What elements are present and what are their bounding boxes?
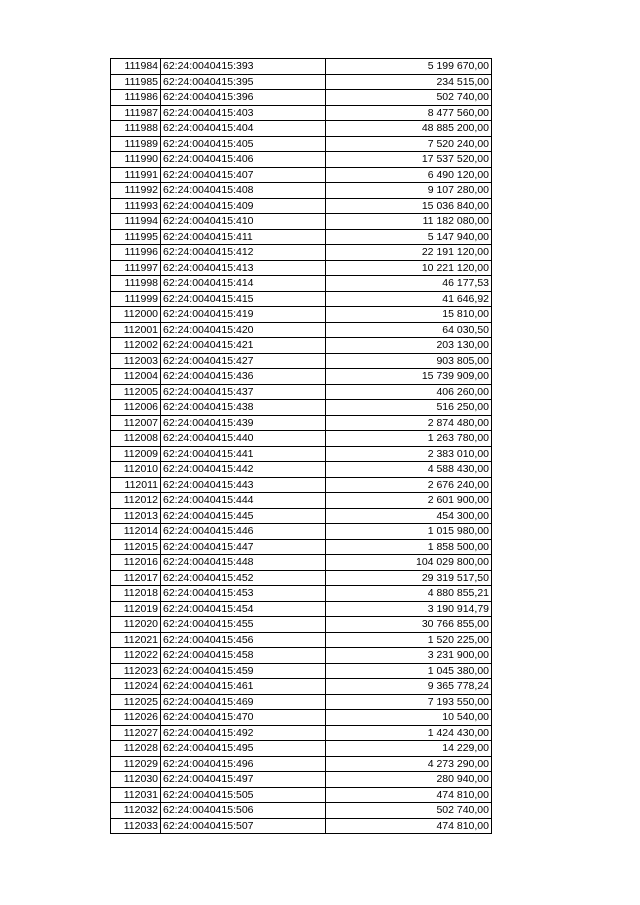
table-row: [111, 787, 492, 803]
cadastral-value-table: [110, 58, 492, 834]
table-row: [111, 152, 492, 168]
cadastral-number-cell: 62:24:0040415:403: [161, 105, 326, 121]
row-number-cell: 111985: [111, 74, 161, 90]
cadastral-number-cell: 62:24:0040415:505: [161, 787, 326, 803]
row-number-cell: 111987: [111, 105, 161, 121]
cadastral-value-cell: 48 885 200,00: [326, 121, 492, 137]
cadastral-number-cell: 62:24:0040415:469: [161, 694, 326, 710]
cadastral-value-cell: 2 676 240,00: [326, 477, 492, 493]
table-row: [111, 90, 492, 106]
row-number-cell: 112026: [111, 710, 161, 726]
table-row: [111, 803, 492, 819]
cadastral-value-cell: 516 250,00: [326, 400, 492, 416]
table-body: [111, 59, 492, 834]
cadastral-value-cell: 502 740,00: [326, 90, 492, 106]
row-number-cell: 112020: [111, 617, 161, 633]
row-number-cell: 112021: [111, 632, 161, 648]
cadastral-value-cell: 5 147 940,00: [326, 229, 492, 245]
table-row: [111, 772, 492, 788]
table-row: [111, 229, 492, 245]
cadastral-value-cell: 9 365 778,24: [326, 679, 492, 695]
cadastral-number-cell: 62:24:0040415:496: [161, 756, 326, 772]
table-row: [111, 539, 492, 555]
row-number-cell: 112005: [111, 384, 161, 400]
row-number-cell: 112011: [111, 477, 161, 493]
row-number-cell: 112012: [111, 493, 161, 509]
row-number-cell: 111988: [111, 121, 161, 137]
cadastral-value-cell: 64 030,50: [326, 322, 492, 338]
cadastral-value-cell: 8 477 560,00: [326, 105, 492, 121]
cadastral-number-cell: 62:24:0040415:470: [161, 710, 326, 726]
cadastral-value-cell: 1 045 380,00: [326, 663, 492, 679]
table-row: [111, 679, 492, 695]
table-row: [111, 508, 492, 524]
cadastral-value-cell: 10 221 120,00: [326, 260, 492, 276]
cadastral-value-cell: 1 424 430,00: [326, 725, 492, 741]
cadastral-number-cell: 62:24:0040415:447: [161, 539, 326, 555]
cadastral-number-cell: 62:24:0040415:407: [161, 167, 326, 183]
cadastral-value-cell: 15 036 840,00: [326, 198, 492, 214]
table-row: [111, 105, 492, 121]
cadastral-number-cell: 62:24:0040415:414: [161, 276, 326, 292]
cadastral-value-cell: 3 190 914,79: [326, 601, 492, 617]
table-row: [111, 59, 492, 75]
cadastral-number-cell: 62:24:0040415:415: [161, 291, 326, 307]
cadastral-number-cell: 62:24:0040415:395: [161, 74, 326, 90]
table-row: [111, 632, 492, 648]
table-row: [111, 818, 492, 834]
row-number-cell: 112025: [111, 694, 161, 710]
table-row: [111, 446, 492, 462]
cadastral-number-cell: 62:24:0040415:436: [161, 369, 326, 385]
row-number-cell: 112008: [111, 431, 161, 447]
cadastral-number-cell: 62:24:0040415:440: [161, 431, 326, 447]
cadastral-number-cell: 62:24:0040415:411: [161, 229, 326, 245]
cadastral-value-cell: 30 766 855,00: [326, 617, 492, 633]
table-row: [111, 322, 492, 338]
cadastral-number-cell: 62:24:0040415:444: [161, 493, 326, 509]
table-row: [111, 431, 492, 447]
row-number-cell: 111993: [111, 198, 161, 214]
row-number-cell: 111989: [111, 136, 161, 152]
cadastral-value-cell: 2 383 010,00: [326, 446, 492, 462]
row-number-cell: 111991: [111, 167, 161, 183]
cadastral-number-cell: 62:24:0040415:396: [161, 90, 326, 106]
row-number-cell: 112028: [111, 741, 161, 757]
cadastral-value-cell: 4 273 290,00: [326, 756, 492, 772]
cadastral-number-cell: 62:24:0040415:443: [161, 477, 326, 493]
table-row: [111, 524, 492, 540]
table-row: [111, 725, 492, 741]
table-row: [111, 74, 492, 90]
cadastral-value-cell: 2 601 900,00: [326, 493, 492, 509]
row-number-cell: 111995: [111, 229, 161, 245]
row-number-cell: 111999: [111, 291, 161, 307]
cadastral-value-cell: 14 229,00: [326, 741, 492, 757]
cadastral-number-cell: 62:24:0040415:455: [161, 617, 326, 633]
cadastral-value-cell: 104 029 800,00: [326, 555, 492, 571]
table-row: [111, 121, 492, 137]
table-row: [111, 601, 492, 617]
table-row: [111, 756, 492, 772]
cadastral-value-cell: 502 740,00: [326, 803, 492, 819]
cadastral-value-cell: 1 015 980,00: [326, 524, 492, 540]
cadastral-value-cell: 474 810,00: [326, 818, 492, 834]
cadastral-value-cell: 280 940,00: [326, 772, 492, 788]
cadastral-number-cell: 62:24:0040415:408: [161, 183, 326, 199]
cadastral-number-cell: 62:24:0040415:427: [161, 353, 326, 369]
table-row: [111, 493, 492, 509]
cadastral-value-cell: 4 880 855,21: [326, 586, 492, 602]
cadastral-number-cell: 62:24:0040415:459: [161, 663, 326, 679]
cadastral-number-cell: 62:24:0040415:439: [161, 415, 326, 431]
table-row: [111, 710, 492, 726]
cadastral-number-cell: 62:24:0040415:456: [161, 632, 326, 648]
cadastral-value-cell: 9 107 280,00: [326, 183, 492, 199]
row-number-cell: 112007: [111, 415, 161, 431]
cadastral-number-cell: 62:24:0040415:495: [161, 741, 326, 757]
row-number-cell: 111997: [111, 260, 161, 276]
table-row: [111, 276, 492, 292]
cadastral-number-cell: 62:24:0040415:507: [161, 818, 326, 834]
table-row: [111, 415, 492, 431]
table-row: [111, 245, 492, 261]
row-number-cell: 112017: [111, 570, 161, 586]
cadastral-number-cell: 62:24:0040415:497: [161, 772, 326, 788]
row-number-cell: 112014: [111, 524, 161, 540]
table-row: [111, 741, 492, 757]
table-row: [111, 384, 492, 400]
row-number-cell: 112003: [111, 353, 161, 369]
table-row: [111, 462, 492, 478]
cadastral-value-cell: 15 810,00: [326, 307, 492, 323]
row-number-cell: 112024: [111, 679, 161, 695]
row-number-cell: 112022: [111, 648, 161, 664]
row-number-cell: 111992: [111, 183, 161, 199]
cadastral-value-cell: 22 191 120,00: [326, 245, 492, 261]
cadastral-value-cell: 474 810,00: [326, 787, 492, 803]
cadastral-number-cell: 62:24:0040415:412: [161, 245, 326, 261]
row-number-cell: 112001: [111, 322, 161, 338]
table-row: [111, 214, 492, 230]
table-row: [111, 291, 492, 307]
cadastral-value-cell: 15 739 909,00: [326, 369, 492, 385]
cadastral-value-cell: 17 537 520,00: [326, 152, 492, 168]
cadastral-number-cell: 62:24:0040415:448: [161, 555, 326, 571]
table-row: [111, 198, 492, 214]
row-number-cell: 112010: [111, 462, 161, 478]
row-number-cell: 112033: [111, 818, 161, 834]
cadastral-number-cell: 62:24:0040415:406: [161, 152, 326, 168]
table-row: [111, 477, 492, 493]
table-row: [111, 353, 492, 369]
cadastral-value-cell: 11 182 080,00: [326, 214, 492, 230]
row-number-cell: 111994: [111, 214, 161, 230]
row-number-cell: 112015: [111, 539, 161, 555]
cadastral-value-cell: 3 231 900,00: [326, 648, 492, 664]
table-row: [111, 617, 492, 633]
cadastral-value-cell: 6 490 120,00: [326, 167, 492, 183]
row-number-cell: 112006: [111, 400, 161, 416]
cadastral-value-cell: 234 515,00: [326, 74, 492, 90]
cadastral-value-cell: 203 130,00: [326, 338, 492, 354]
cadastral-value-cell: 903 805,00: [326, 353, 492, 369]
cadastral-number-cell: 62:24:0040415:393: [161, 59, 326, 75]
row-number-cell: 111986: [111, 90, 161, 106]
cadastral-number-cell: 62:24:0040415:437: [161, 384, 326, 400]
cadastral-value-cell: 7 520 240,00: [326, 136, 492, 152]
row-number-cell: 112002: [111, 338, 161, 354]
row-number-cell: 112023: [111, 663, 161, 679]
table-row: [111, 648, 492, 664]
row-number-cell: 112000: [111, 307, 161, 323]
row-number-cell: 112004: [111, 369, 161, 385]
cadastral-number-cell: 62:24:0040415:419: [161, 307, 326, 323]
row-number-cell: 112009: [111, 446, 161, 462]
cadastral-number-cell: 62:24:0040415:420: [161, 322, 326, 338]
row-number-cell: 112031: [111, 787, 161, 803]
cadastral-number-cell: 62:24:0040415:492: [161, 725, 326, 741]
row-number-cell: 112019: [111, 601, 161, 617]
cadastral-number-cell: 62:24:0040415:441: [161, 446, 326, 462]
row-number-cell: 112013: [111, 508, 161, 524]
cadastral-number-cell: 62:24:0040415:453: [161, 586, 326, 602]
cadastral-number-cell: 62:24:0040415:409: [161, 198, 326, 214]
cadastral-number-cell: 62:24:0040415:413: [161, 260, 326, 276]
row-number-cell: 111990: [111, 152, 161, 168]
cadastral-value-cell: 41 646,92: [326, 291, 492, 307]
cadastral-number-cell: 62:24:0040415:454: [161, 601, 326, 617]
cadastral-number-cell: 62:24:0040415:405: [161, 136, 326, 152]
table-row: [111, 555, 492, 571]
cadastral-number-cell: 62:24:0040415:410: [161, 214, 326, 230]
table-row: [111, 307, 492, 323]
cadastral-number-cell: 62:24:0040415:446: [161, 524, 326, 540]
cadastral-value-cell: 1 520 225,00: [326, 632, 492, 648]
cadastral-number-cell: 62:24:0040415:442: [161, 462, 326, 478]
cadastral-value-cell: 4 588 430,00: [326, 462, 492, 478]
cadastral-number-cell: 62:24:0040415:438: [161, 400, 326, 416]
row-number-cell: 112018: [111, 586, 161, 602]
cadastral-number-cell: 62:24:0040415:445: [161, 508, 326, 524]
table-row: [111, 663, 492, 679]
cadastral-value-cell: 7 193 550,00: [326, 694, 492, 710]
table-row: [111, 183, 492, 199]
cadastral-value-cell: 454 300,00: [326, 508, 492, 524]
row-number-cell: 112027: [111, 725, 161, 741]
row-number-cell: 112032: [111, 803, 161, 819]
cadastral-value-cell: 2 874 480,00: [326, 415, 492, 431]
row-number-cell: 111984: [111, 59, 161, 75]
table-row: [111, 167, 492, 183]
table-row: [111, 400, 492, 416]
table-row: [111, 369, 492, 385]
table-row: [111, 586, 492, 602]
cadastral-value-cell: 406 260,00: [326, 384, 492, 400]
cadastral-value-cell: 1 858 500,00: [326, 539, 492, 555]
cadastral-value-cell: 1 263 780,00: [326, 431, 492, 447]
table-row: [111, 338, 492, 354]
row-number-cell: 112016: [111, 555, 161, 571]
cadastral-value-cell: 10 540,00: [326, 710, 492, 726]
cadastral-value-cell: 29 319 517,50: [326, 570, 492, 586]
table-row: [111, 570, 492, 586]
row-number-cell: 112029: [111, 756, 161, 772]
cadastral-number-cell: 62:24:0040415:506: [161, 803, 326, 819]
table-row: [111, 136, 492, 152]
cadastral-number-cell: 62:24:0040415:461: [161, 679, 326, 695]
row-number-cell: 111998: [111, 276, 161, 292]
table-row: [111, 260, 492, 276]
row-number-cell: 112030: [111, 772, 161, 788]
cadastral-number-cell: 62:24:0040415:421: [161, 338, 326, 354]
cadastral-value-cell: 46 177,53: [326, 276, 492, 292]
row-number-cell: 111996: [111, 245, 161, 261]
table-row: [111, 694, 492, 710]
cadastral-number-cell: 62:24:0040415:452: [161, 570, 326, 586]
cadastral-number-cell: 62:24:0040415:458: [161, 648, 326, 664]
cadastral-number-cell: 62:24:0040415:404: [161, 121, 326, 137]
cadastral-value-cell: 5 199 670,00: [326, 59, 492, 75]
